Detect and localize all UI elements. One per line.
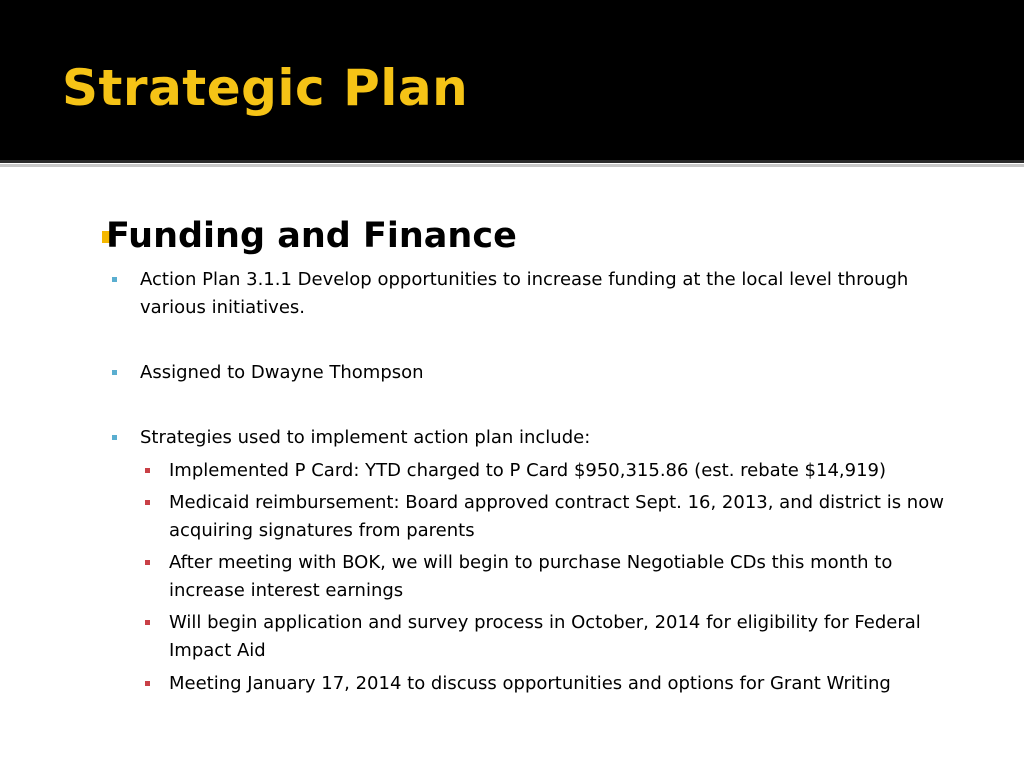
action-plan-item: Action Plan 3.1.1 Develop opportunities to increase funding at the local level through various initiatives. (140, 269, 909, 318)
square-bullet-icon (145, 620, 150, 625)
strategy-item: Medicaid reimbursement: Board approved contract Sept. 16, 2013, and district is now acquiring signatures from parents (169, 492, 944, 541)
strategy-item: Implemented P Card: YTD charged to P Card $950,315.86 (est. rebate $14,919) (169, 460, 887, 481)
square-bullet-icon (145, 468, 150, 473)
square-bullet-icon (145, 500, 150, 505)
square-bullet-icon (112, 370, 117, 375)
assigned-item: Assigned to Dwayne Thompson (140, 362, 424, 383)
slide-title: Strategic Plan (62, 59, 469, 117)
square-bullet-icon (112, 277, 117, 282)
square-bullet-icon (112, 435, 117, 440)
strategy-item: Will begin application and survey process in October, 2014 for eligibility for Federal Impact Aid (169, 612, 921, 661)
strategy-item: Meeting January 17, 2014 to discuss opportunities and options for Grant Writing (169, 673, 891, 694)
section-heading: Funding and Finance (106, 216, 517, 256)
strategy-item: After meeting with BOK, we will begin to purchase Negotiable CDs this month to increase interest earnings (169, 552, 893, 601)
square-bullet-icon (145, 560, 150, 565)
strategies-intro-item: Strategies used to implement action plan include: (140, 427, 591, 448)
square-bullet-icon (145, 681, 150, 686)
